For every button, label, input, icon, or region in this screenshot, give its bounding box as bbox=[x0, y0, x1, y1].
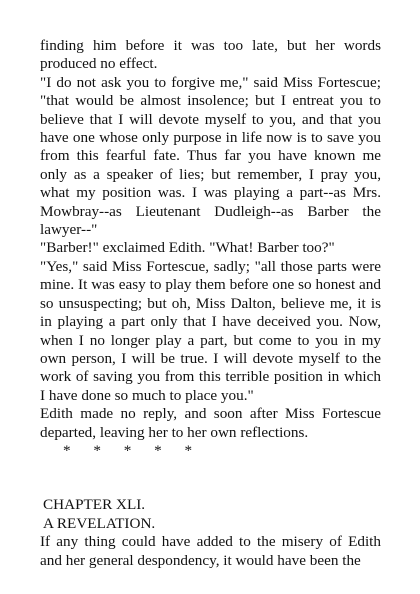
section-gap bbox=[40, 460, 381, 496]
chapter-number: CHAPTER XLI. bbox=[43, 496, 146, 514]
paragraph: If any thing could have added to the misery of Edith and her general despondency, it would have been the bbox=[40, 533, 381, 569]
paragraph: "Yes," said Miss Fortescue, sadly; "all those parts were mine. It was easy to play them before one so honest and so unsuspecting; but oh, Miss Dalton, believe me, it is in playing a part only that I have deceived you. Now, when I no longer play a part, but come to you in my own person, I will be true. I will devote myself to the work of saving you from this terrible position in which I have done so much to place you." bbox=[40, 257, 381, 404]
paragraph: "I do not ask you to forgive me," said Miss Fortescue; "that would be almost insolence; but I entreat you to believe that I will devote myself to you, and that you have one whose only purpose in life now is to save you from this fearful fate. Thus far you have known me only as a speaker of lies; but remember, I pray you, what my position was. I was playing a part--as Mrs. Mowbray--as Lieutenant Dudleigh--as Barber the lawyer--" bbox=[40, 73, 381, 239]
chapter-title: A REVELATION. bbox=[43, 514, 156, 532]
book-page bbox=[40, 37, 381, 570]
paragraph: "Barber!" exclaimed Edith. "What! Barber too?" bbox=[40, 239, 335, 257]
paragraph: Edith made no reply, and soon after Miss Fortescue departed, leaving her to her own reflections. bbox=[40, 405, 381, 441]
section-separator: * * * * * bbox=[63, 441, 193, 459]
paragraph: finding him before it was too late, but her words produced no effect. bbox=[40, 37, 381, 73]
